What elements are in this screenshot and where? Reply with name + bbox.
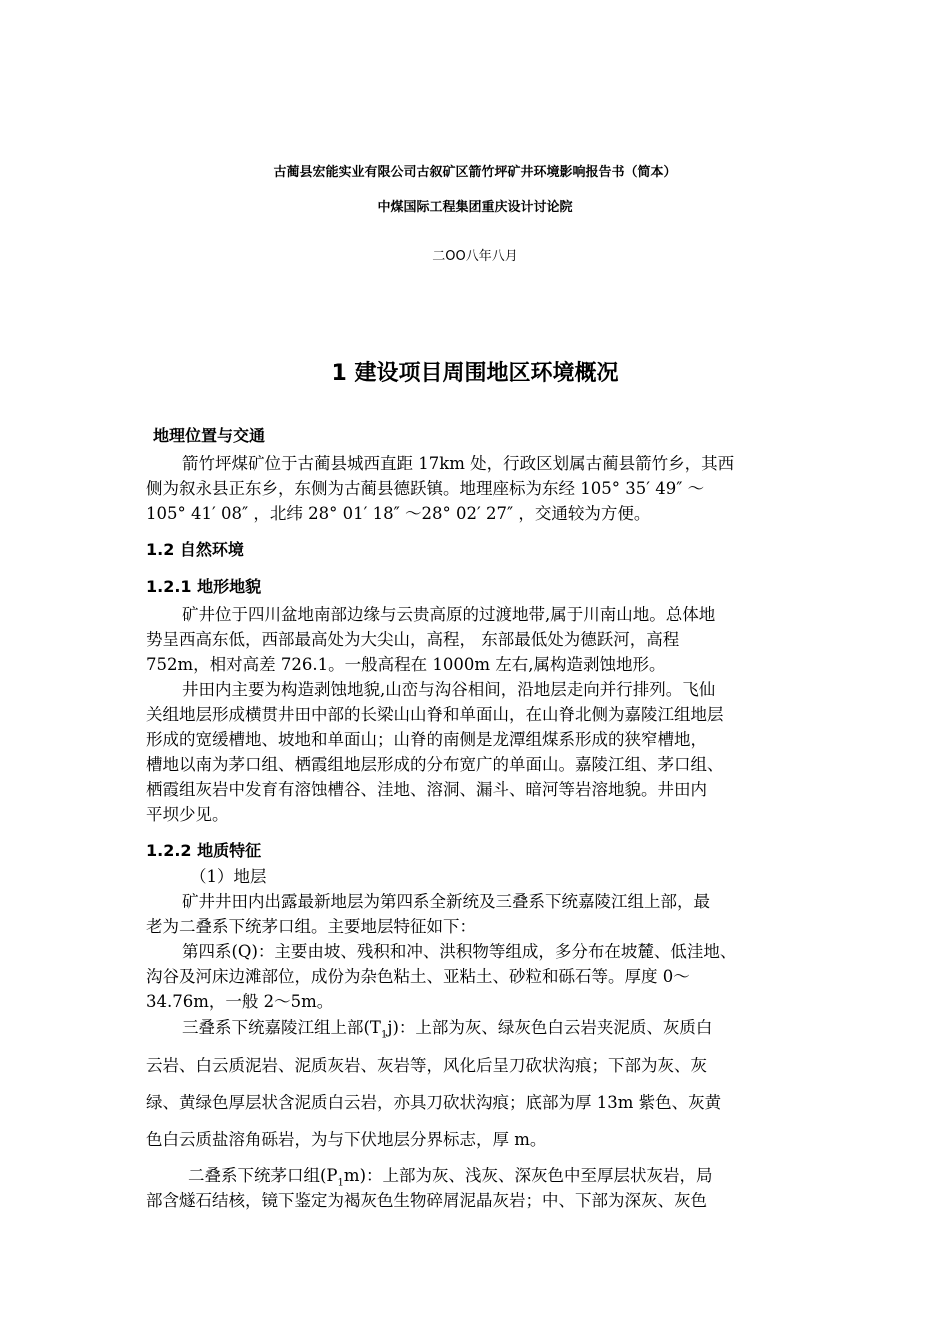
paragraph-line: 槽地以南为茅口组、栖霞组地层形成的分布宽广的单面山。嘉陵江组、茅口组、 bbox=[146, 755, 724, 774]
subscript: 1 bbox=[380, 1029, 388, 1041]
paragraph-line bbox=[182, 1014, 713, 1041]
paragraph-line: 矿井井田内出露最新地层为第四系全新统及三叠系下统嘉陵江组上部，最 bbox=[182, 892, 710, 911]
paragraph-line: 平坝少见。 bbox=[146, 805, 229, 824]
text-run: m)：上部为灰、浅灰、深灰色中至厚层状灰岩，局 bbox=[343, 1166, 713, 1185]
paragraph-line: 部含燧石结核，镜下鉴定为褐灰色生物碎屑泥晶灰岩；中、下部为深灰、灰色 bbox=[146, 1191, 707, 1210]
paragraph-line: 752m，相对高差 726.1。一般高程在 1000m 左右,属构造剥蚀地形。 bbox=[146, 655, 666, 674]
paragraph-line: 色白云质盐溶角砾岩，为与下伏地层分界标志，厚 m。 bbox=[146, 1130, 547, 1149]
paragraph-line: 矿井位于四川盆地南部边缘与云贵高原的过渡地带,属于川南山地。总体地 bbox=[182, 605, 716, 624]
paragraph-line: 第四系(Q)：主要由坡、残积和冲、洪积物等组成，多分布在坡麓、低洼地、 bbox=[182, 942, 737, 961]
report-title: 古蔺县宏能实业有限公司古叙矿区箭竹坪矿井环境影响报告书（简本） bbox=[273, 165, 677, 180]
paragraph-line: 105° 41′ 08″ ，北纬 28° 01′ 18″ ～28° 02′ 27″ ，交通较为方便。 bbox=[146, 504, 651, 523]
paragraph-line: 井田内主要为构造剥蚀地貌,山峦与沟谷相间，沿地层走向并行排列。飞仙 bbox=[182, 680, 716, 699]
paragraph-line: 箭竹坪煤矿位于古蔺县城西直距 17km 处，行政区划属古蔺县箭竹乡，其西 bbox=[182, 454, 735, 473]
paragraph-line: 绿、黄绿色厚层状含泥质白云岩，亦具刀砍状沟痕；底部为厚 13m 紫色、灰黄 bbox=[146, 1093, 722, 1112]
paragraph-line: 势呈西高东低，西部最高处为大尖山，高程， 东部最低处为德跃河，高程 bbox=[146, 630, 680, 649]
paragraph-line: 侧为叙永县正东乡，东侧为古蔺县德跃镇。地理座标为东经 105° 35′ 49″ ～ bbox=[146, 479, 705, 498]
paragraph-line: 34.76m，一般 2～5m。 bbox=[146, 992, 334, 1011]
subscript: 1 bbox=[337, 1177, 344, 1189]
paragraph-line: 形成的宽缓槽地、坡地和单面山；山脊的南侧是龙潭组煤系形成的狭窄槽地， bbox=[146, 730, 707, 749]
subheading-strata: （1）地层 bbox=[190, 867, 267, 886]
text-run: j)：上部为灰、绿灰色白云岩夹泥质、灰质白 bbox=[387, 1018, 713, 1037]
report-date: 二OO八年八月 bbox=[432, 249, 518, 264]
section-heading-nature: 1.2 自然环境 bbox=[146, 540, 244, 559]
paragraph-line: 栖霞组灰岩中发育有溶蚀槽谷、洼地、溶洞、漏斗、暗河等岩溶地貌。井田内 bbox=[146, 780, 707, 799]
paragraph-line bbox=[188, 1162, 713, 1189]
section-heading-terrain: 1.2.1 地形地貌 bbox=[146, 577, 262, 596]
paragraph-line: 关组地层形成横贯井田中部的长梁山山脊和单面山，在山脊北侧为嘉陵江组地层 bbox=[146, 705, 724, 724]
text-run: 三叠系下统嘉陵江组上部(T bbox=[182, 1018, 381, 1037]
text-run: 二叠系下统茅口组(P bbox=[188, 1166, 338, 1185]
paragraph-line: 云岩、白云质泥岩、泥质灰岩、灰岩等，风化后呈刀砍状沟痕；下部为灰、灰 bbox=[146, 1056, 707, 1075]
institute-name: 中煤国际工程集团重庆设计讨论院 bbox=[377, 200, 573, 215]
paragraph-line: 沟谷及河床边滩部位，成份为杂色粘土、亚粘土、砂粒和砾石等。厚度 0～ bbox=[146, 967, 690, 986]
section-heading-geology: 1.2.2 地质特征 bbox=[146, 841, 262, 860]
section-heading-location: 地理位置与交通 bbox=[153, 426, 266, 445]
chapter-title: 1 建设项目周围地区环境概况 bbox=[331, 361, 619, 386]
paragraph-line: 老为二叠系下统茅口组。主要地层特征如下： bbox=[146, 917, 476, 936]
